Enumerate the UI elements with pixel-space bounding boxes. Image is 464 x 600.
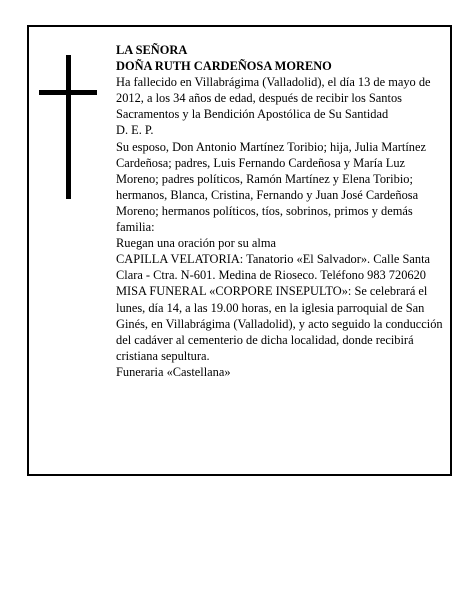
prayer-request: Ruegan una oración por su alma [116,236,276,251]
obituary-notice [27,25,452,476]
death-announcement: Ha fallecido en Villabrágima (Valladolid), el día 13 de mayo de 2012, a los 34 años de edad, después de recibir los Santos Sacramentos y la Bendición Apostólica de Su Santidad [116,75,431,122]
funeral-home: Funeraria «Castellana» [116,364,231,379]
cross-icon [39,55,97,199]
family-list: Su esposo, Don Antonio Martínez Toribio; hija, Julia Martínez Cardeñosa; padres, Luis Fernando Cardeñosa y María Luz Moreno; padres políticos, Ramón Martínez y Elena Toribio; hermanos, Blanca, Cristina, Fernando y Juan José Cardeñosa Moreno; hermanos políticos, tíos, sobrinos, primos y demás familia: [116,139,427,235]
wake-chapel-info: CAPILLA VELATORIA: Tanatorio «El Salvador». Calle Santa Clara - Ctra. N-601. Medina de Rioseco. Teléfono 983 720620 [116,252,431,283]
rip-abbreviation: D. E. P. [116,123,154,138]
cross-vertical-bar [66,55,71,199]
funeral-mass-info: MISA FUNERAL «CORPORE INSEPULTO»: Se celebrará el lunes, día 14, a las 19.00 horas, en la iglesia parroquial de San Ginés, en Villabrágima (Valladolid), y acto seguido la conducción del cadáver al cementerio de dicha localidad, donde recibirá cristiana sepultura. [116,284,443,363]
notice-text [116,42,446,380]
cross-horizontal-bar [39,90,97,95]
notice-heading-title: LA SEÑORA [116,43,188,57]
deceased-name: DOÑA RUTH CARDEÑOSA MORENO [116,59,332,74]
